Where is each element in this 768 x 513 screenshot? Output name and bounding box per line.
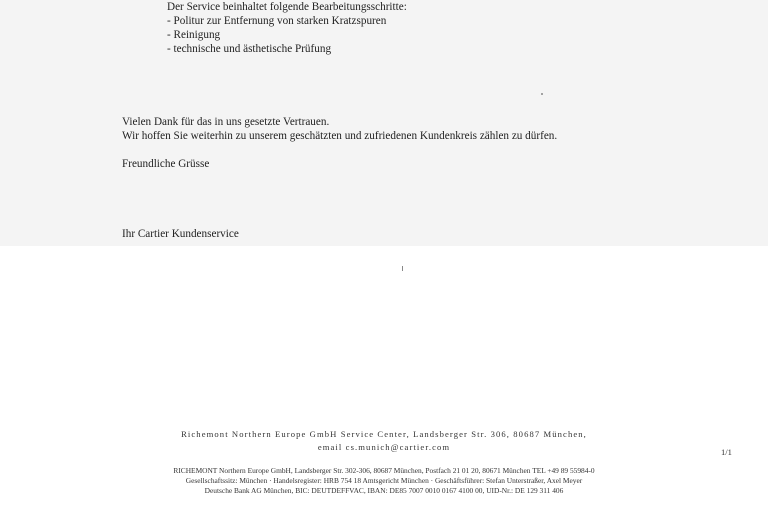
service-step-cleaning: - Reinigung: [167, 29, 221, 41]
service-steps-block: [167, 0, 407, 56]
thanks-line-1: Vielen Dank für das in uns gesetzte Vertrauen.: [122, 116, 330, 128]
service-intro: Der Service beinhaltet folgende Bearbeitungsschritte:: [167, 1, 407, 13]
footer-legal-line-1: RICHEMONT Northern Europe GmbH, Landsberger Str. 302-306, 80687 München, Postfach 21 01 20, 80671 München TEL +49 89 55984-0: [173, 466, 595, 475]
footer-legal-line-2: Gesellschaftssitz: München · Handelsregister: HRB 754 18 Amtsgericht München · Geschäftsführer: Stefan Unterstraßer, Axel Meyer: [185, 476, 583, 485]
footer-legal-line-3: Deutsche Bank AG München, BIC: DEUTDEFFVAC, IBAN: DE85 7007 0010 0167 4100 00, UID-Nr.: DE 129 311 406: [204, 486, 564, 495]
footer-email-line: email cs.munich@cartier.com: [317, 442, 451, 452]
signature: Ihr Cartier Kundenservice: [122, 228, 239, 240]
service-step-inspection: - technische und ästhetische Prüfung: [167, 43, 332, 55]
footer-address-line-1: Richemont Northern Europe GmbH Service Center, Landsberger Str. 306, 80687 München,: [181, 429, 587, 439]
thanks-line-2: Wir hoffen Sie weiterhin zu unserem geschätzten und zufriedenen Kundenkreis zählen zu dürfen.: [122, 130, 558, 142]
service-step-polish: - Politur zur Entfernung von starken Kratzspuren: [167, 15, 387, 27]
scan-speck: [402, 266, 403, 271]
page-number: 1/1: [721, 447, 732, 457]
scan-speck: [541, 93, 543, 95]
closing-greeting: Freundliche Grüsse: [122, 158, 210, 170]
